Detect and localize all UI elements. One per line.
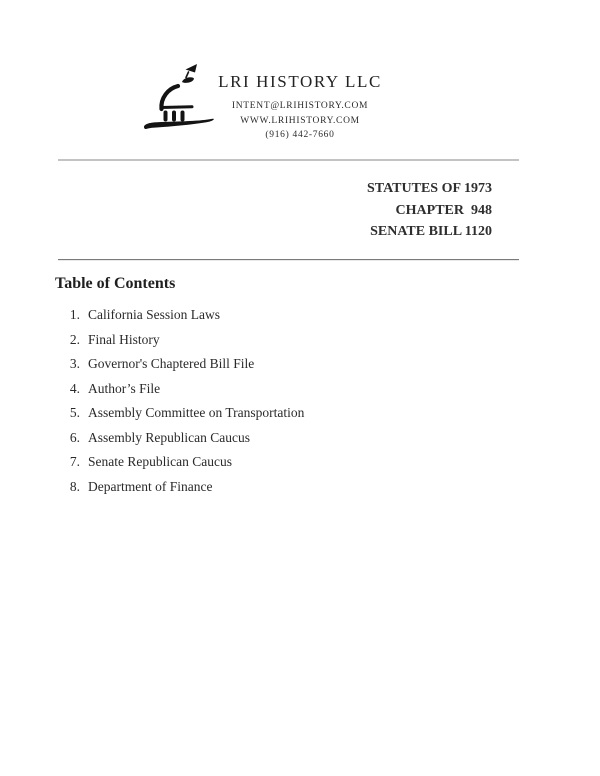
toc-item-label: Senate Republican Caucus bbox=[88, 454, 232, 469]
toc-item-label: Department of Finance bbox=[88, 478, 213, 494]
toc-item-label: Final History bbox=[88, 331, 160, 347]
toc-item-number: 2. bbox=[69, 331, 80, 347]
toc-item bbox=[55, 455, 495, 469]
toc-item bbox=[55, 382, 495, 396]
toc-item bbox=[55, 431, 495, 445]
toc-item bbox=[55, 357, 495, 371]
toc-item bbox=[55, 308, 495, 322]
senate-bill-line: SENATE BILL 1120 bbox=[370, 224, 492, 239]
toc-item-number: 7. bbox=[69, 454, 80, 469]
toc-item-number: 8. bbox=[69, 478, 80, 494]
company-name: LRI HISTORY LLC bbox=[218, 72, 382, 91]
header-divider bbox=[58, 159, 519, 161]
company-email: INTENT@LRIHISTORY.COM bbox=[231, 101, 369, 111]
toc-heading: Table of Contents bbox=[55, 275, 176, 292]
section-divider bbox=[58, 259, 519, 261]
toc-item-label: Assembly Committee on Transportation bbox=[88, 405, 305, 420]
toc-item-number: 3. bbox=[69, 356, 80, 371]
company-phone: (916) 442-7660 bbox=[265, 130, 335, 140]
company-website: WWW.LRIHISTORY.COM bbox=[240, 116, 360, 126]
toc-item-number: 6. bbox=[69, 429, 80, 445]
toc-item-number: 4. bbox=[69, 380, 80, 396]
toc-item bbox=[55, 480, 495, 494]
toc-list bbox=[55, 308, 495, 504]
toc-item-label: Assembly Republican Caucus bbox=[88, 429, 250, 445]
toc-item bbox=[55, 333, 495, 347]
toc-item-label: Author’s File bbox=[88, 380, 161, 396]
toc-item-label: Governor's Chaptered Bill File bbox=[88, 356, 255, 371]
document-info bbox=[367, 178, 492, 243]
statutes-line: STATUTES OF 1973 bbox=[367, 181, 492, 196]
chapter-line: CHAPTER 948 bbox=[395, 202, 492, 218]
toc-item-number: 1. bbox=[69, 307, 80, 322]
toc-item bbox=[55, 406, 495, 420]
toc-item-number: 5. bbox=[69, 405, 80, 420]
toc-item-label: California Session Laws bbox=[88, 307, 220, 322]
